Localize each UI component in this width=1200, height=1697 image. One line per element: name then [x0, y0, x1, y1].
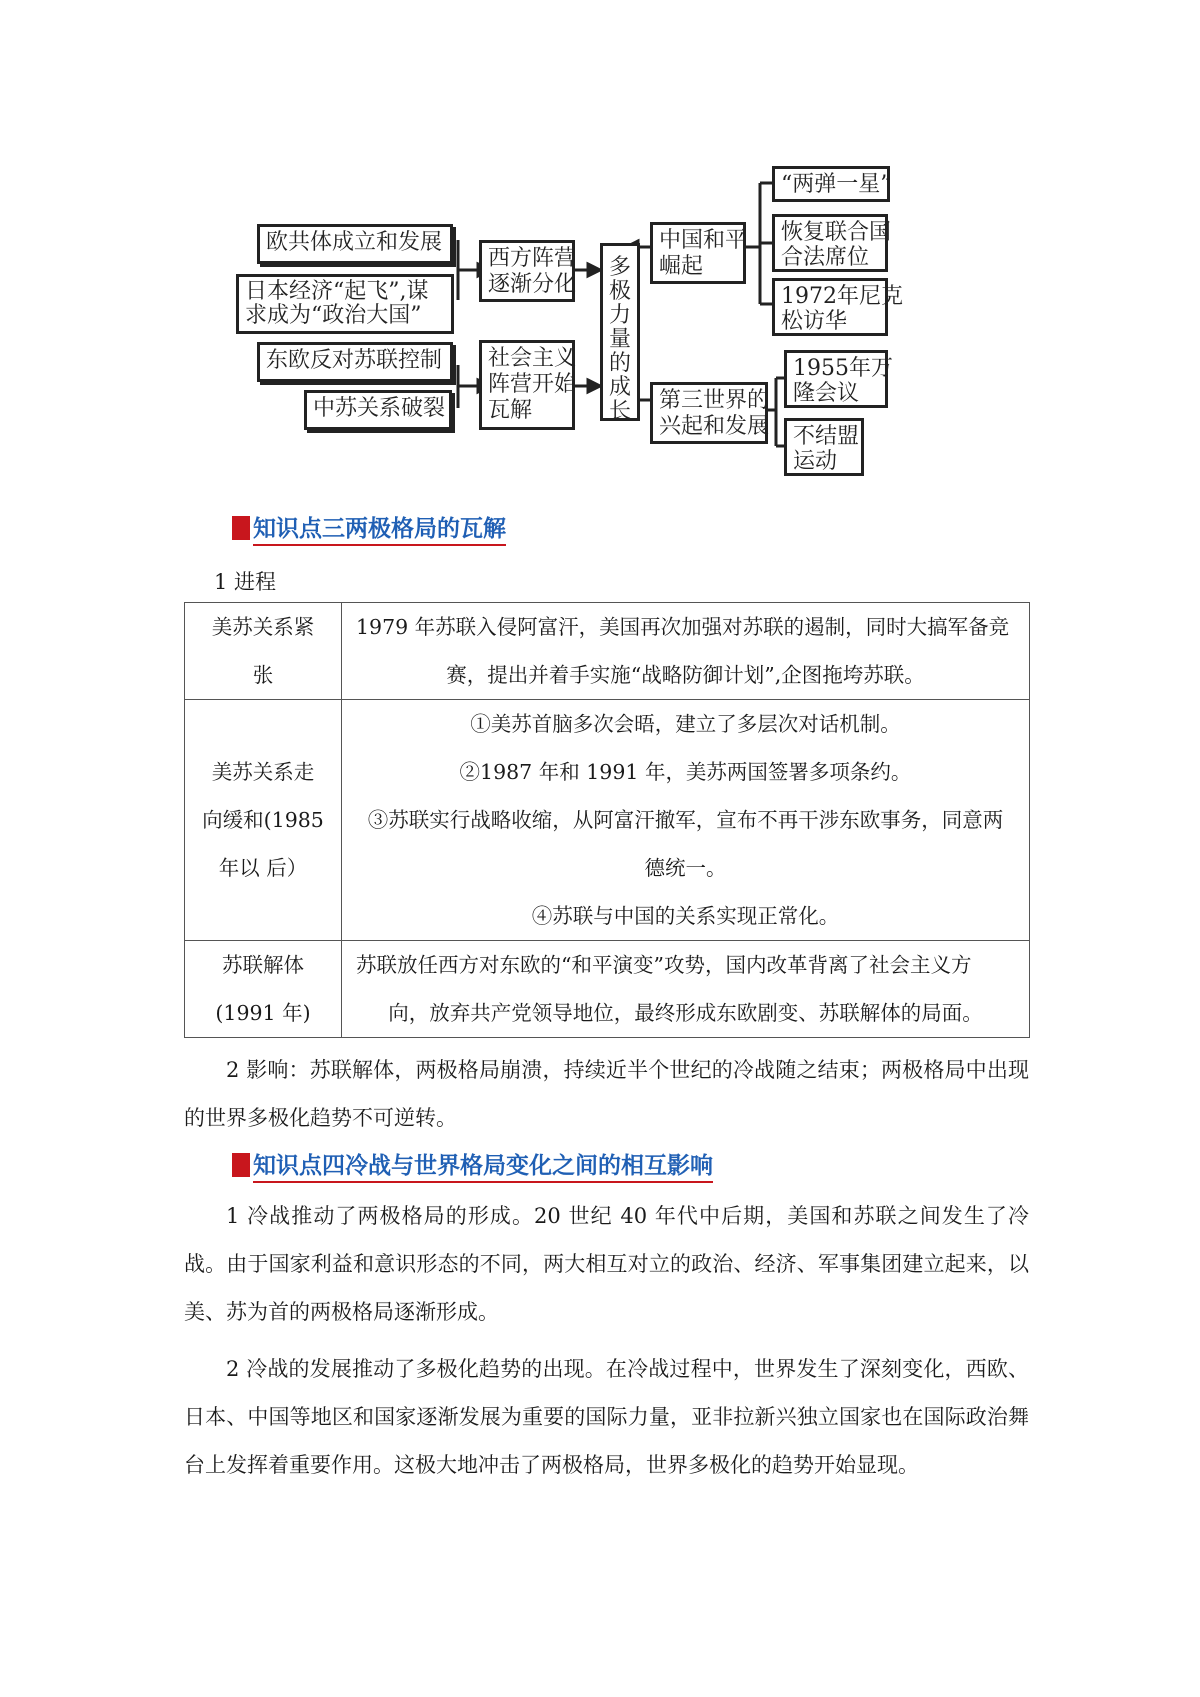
- section3-sub-process: 1 进程: [214, 570, 277, 594]
- row3-label-line-1: 苏联解体: [222, 953, 304, 977]
- table-row: [185, 941, 1030, 1038]
- box-china-line-1: 中国和平: [659, 228, 748, 253]
- row2-content-line-5: ④苏联与中国的关系实现正常化。: [531, 904, 840, 928]
- row2-content-line-3: ③苏联实行战略收缩，从阿富汗撤军，宣布不再干涉东欧事务，同意两: [367, 808, 1004, 832]
- table-row-label: [185, 941, 342, 1038]
- row3-content-line-2: 向，放弃共产党领导地位，最终形成东欧剧变、苏联解体的局面。: [388, 1001, 983, 1025]
- box-socialist-collapse: [479, 340, 575, 430]
- box-non-aligned-line-2: 运动: [793, 449, 838, 474]
- box-un-line-1: 恢复联合国: [781, 220, 892, 245]
- section4-heading: [232, 1149, 713, 1181]
- row1-label-line-2: 张: [252, 663, 274, 687]
- box-eastern-europe-text: 东欧反对苏联控制: [266, 348, 443, 373]
- box-nixon-visit: [772, 278, 903, 336]
- box-third-world: [650, 382, 768, 444]
- row2-content-line-2: ②1987 年和 1991 年，美苏两国签署多项条约。: [459, 760, 912, 784]
- box-nixon-line-1: 1972年尼克: [781, 284, 903, 309]
- box-western-line-2: 逐渐分化: [488, 272, 577, 297]
- box-un-line-2: 合法席位: [781, 245, 870, 270]
- row2-label-line-2: 向缓和(1985: [202, 808, 324, 832]
- row2-label-line-1: 美苏关系走: [211, 760, 315, 784]
- center-char-2: 极: [608, 279, 631, 304]
- box-multipolar-growth: [600, 243, 640, 424]
- box-nixon-line-2: 松访华: [781, 309, 848, 334]
- row3-label-line-2: (1991 年): [215, 1001, 311, 1025]
- section4-heading-marker: [232, 1153, 250, 1177]
- row1-label-line-1: 美苏关系紧: [211, 615, 315, 639]
- center-char-3: 力: [608, 303, 631, 328]
- box-un-seat: [772, 214, 892, 272]
- table-row-content: [342, 941, 1030, 1038]
- table-row: [185, 603, 1030, 700]
- table-row-content: [342, 603, 1030, 700]
- box-western-split: [479, 240, 575, 302]
- process-table: [184, 602, 1030, 1038]
- box-japan-line-1: 日本经济“起飞”,谋: [245, 279, 429, 304]
- box-china-line-2: 崛起: [659, 254, 704, 279]
- center-char-7: 长: [608, 399, 631, 424]
- box-sino-soviet-split-text: 中苏关系破裂: [313, 396, 446, 421]
- section3-heading-text: 知识点三两极格局的瓦解: [253, 510, 506, 546]
- table-row-label: [185, 603, 342, 700]
- box-non-aligned: [784, 418, 864, 476]
- center-char-1: 多: [608, 255, 631, 280]
- box-two-bombs-text: “两弹一星”: [781, 172, 892, 197]
- center-char-4: 量: [608, 327, 631, 352]
- center-char-5: 的: [608, 351, 631, 376]
- box-two-bombs-one-star: [772, 166, 890, 202]
- section3-heading: [232, 512, 506, 544]
- box-bandung-line-2: 隆会议: [793, 381, 860, 406]
- section4-paragraph-2: 2 冷战的发展推动了多极化趋势的出现。在冷战过程中，世界发生了深刻变化，西欧、日本、中国等地区和国家逐渐发展为重要的国际力量，亚非拉新兴独立国家也在国际政治舞台上发挥着重要作用。这极大地冲击了两极格局，世界多极化的趋势开始显现。: [184, 1357, 1029, 1477]
- section4-paragraph-1: 1 冷战推动了两极格局的形成。20 世纪 40 年代中后期，美国和苏联之间发生了冷战。由于国家利益和意识形态的不同，两大相互对立的政治、经济、军事集团建立起来，以美、苏为首的两极格局逐渐形成。: [184, 1204, 1029, 1324]
- row1-content-line-2: 赛，提出并着手实施“战略防御计划”,企图拖垮苏联。: [446, 663, 925, 687]
- box-socialist-line-3: 瓦解: [488, 398, 533, 423]
- row2-content-line-1: ①美苏首脑多次会晤，建立了多层次对话机制。: [470, 712, 901, 736]
- box-western-line-1: 西方阵营: [488, 246, 577, 271]
- box-ec-development: [257, 224, 453, 264]
- table-row-label: [185, 700, 342, 941]
- box-bandung-line-1: 1955年万: [793, 356, 893, 381]
- box-socialist-line-2: 阵营开始: [488, 372, 577, 397]
- box-third-world-line-2: 兴起和发展: [659, 414, 770, 439]
- box-japan-line-2: 求成为“政治大国”: [245, 303, 422, 328]
- center-char-6: 成: [608, 375, 631, 400]
- box-socialist-line-1: 社会主义: [488, 346, 577, 371]
- table-row-content: [342, 700, 1030, 941]
- box-china-rise: [650, 222, 746, 284]
- box-bandung-conference: [784, 350, 893, 408]
- row1-content-line-1: 1979 年苏联入侵阿富汗，美国再次加强对苏联的遏制，同时大搞军备竞: [356, 615, 1010, 639]
- section3-heading-marker: [232, 516, 250, 540]
- section3-impact-paragraph: 2 影响：苏联解体，两极格局崩溃，持续近半个世纪的冷战随之结束；两极格局中出现的世界多极化趋势不可逆转。: [184, 1058, 1029, 1130]
- row2-content-line-4: 德统一。: [644, 856, 727, 880]
- box-third-world-line-1: 第三世界的: [659, 388, 770, 413]
- box-sino-soviet-split: [304, 390, 452, 430]
- box-japan-economy: [236, 274, 454, 334]
- table-row: [185, 700, 1030, 941]
- box-non-aligned-line-1: 不结盟: [793, 424, 860, 449]
- row3-content-line-1: 苏联放任西方对东欧的“和平演变”攻势，国内改革背离了社会主义方: [356, 953, 972, 977]
- section4-heading-text: 知识点四冷战与世界格局变化之间的相互影响: [253, 1147, 713, 1183]
- box-eastern-europe: [257, 342, 453, 382]
- concept-diagram: [0, 0, 1200, 490]
- row2-label-line-3: 年以 后）: [218, 856, 308, 880]
- box-ec-development-text: 欧共体成立和发展: [266, 230, 443, 255]
